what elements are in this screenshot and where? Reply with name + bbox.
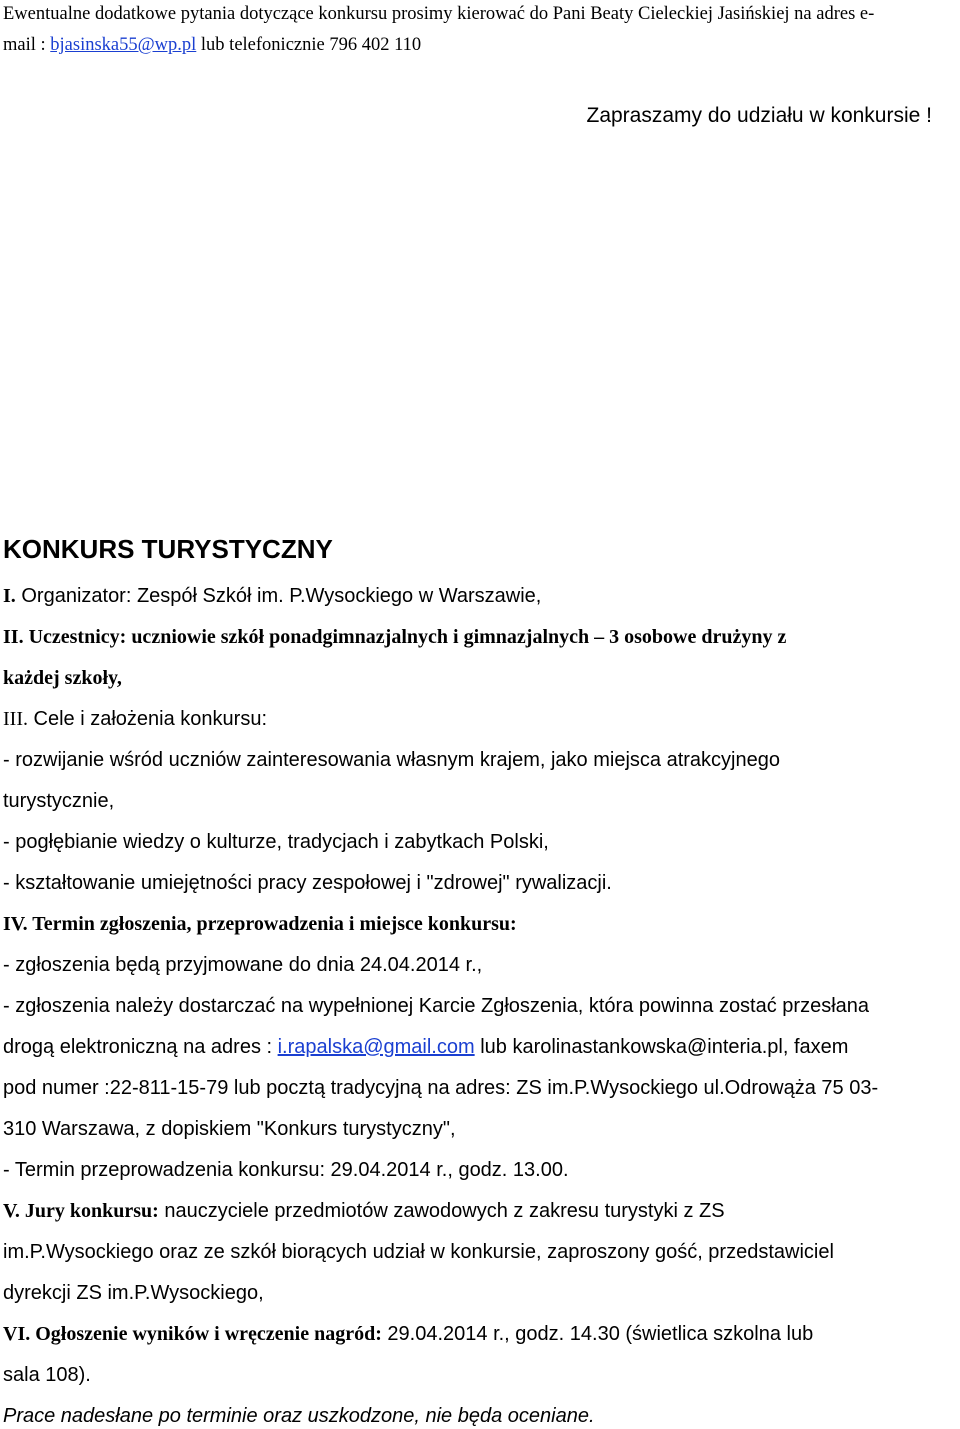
results-text-cont: sala 108). (3, 1364, 91, 1386)
participants-text-cont: każdej szkoły, (3, 667, 122, 689)
closing-note: Prace nadesłane po terminie oraz uszkodzone, nie będa oceniane. (3, 1405, 595, 1427)
organizer-text: Organizator: Zespół Szkół im. P.Wysockiego w Warszawie, (15, 585, 542, 607)
goal-item: - kształtowanie umiejętności pracy zespołowej i "zdrowej" rywalizacji. (3, 872, 612, 894)
section-number: III. (3, 708, 28, 730)
intro-phone: lub telefonicznie 796 402 110 (196, 35, 422, 55)
section-organizer (3, 584, 541, 608)
invitation-text: Zapraszamy do udziału w konkursie ! (586, 104, 932, 127)
jury-text-cont: dyrekcji ZS im.P.Wysockiego, (3, 1282, 264, 1304)
terms-deadline: - zgłoszenia będą przyjmowane do dnia 24.04.2014 r., (3, 954, 483, 976)
email-link-rapalska[interactable]: i.rapalska@gmail.com (277, 1036, 475, 1058)
terms-delivery-text: drogą elektroniczną na adres : (3, 1036, 278, 1058)
section-terms (3, 912, 517, 936)
intro-line-1 (3, 2, 874, 26)
intro-mail-label: mail : (3, 35, 51, 55)
terms-delivery-line: - zgłoszenia należy dostarczać na wypełnionej Karcie Zgłoszenia, która powinna zostać przesłana (3, 995, 870, 1017)
section-number: VI. (3, 1323, 31, 1345)
terms-delivery-line: pod numer :22-811-15-79 lub pocztą tradycyjną na adres: ZS im.P.Wysockiego ul.Odrowąża 75 03- (3, 1077, 879, 1099)
jury-heading: Jury konkursu: (19, 1200, 159, 1222)
terms-delivery-line: 310 Warszawa, z dopiskiem "Konkurs turystyczny", (3, 1118, 456, 1140)
section-number: IV. (3, 913, 28, 935)
jury-text: nauczyciele przedmiotów zawodowych z zakresu turystyki z ZS (158, 1200, 725, 1222)
section-participants (3, 625, 786, 649)
section-jury (3, 1199, 725, 1223)
section-results (3, 1322, 813, 1346)
section-number: V. (3, 1200, 20, 1222)
section-goals (3, 707, 267, 731)
goal-item: - rozwijanie wśród uczniów zainteresowania własnym krajem, jako miejsca atrakcyjnego (3, 749, 780, 771)
goals-heading: Cele i założenia konkursu: (27, 708, 267, 730)
intro-line-2 (3, 33, 421, 57)
results-text: 29.04.2014 r., godz. 14.30 (świetlica szkolna lub (381, 1323, 814, 1345)
terms-heading: Termin zgłoszenia, przeprowadzenia i miejsce konkursu: (27, 913, 517, 935)
jury-text-cont: im.P.Wysockiego oraz ze szkół biorących udział w konkursie, zaproszony gość, przedstawiciel (3, 1241, 834, 1263)
results-heading: Ogłoszenie wyników i wręczenie nagród: (30, 1323, 382, 1345)
section-participants-cont (3, 666, 122, 690)
participants-text: Uczestnicy: uczniowie szkół ponadgimnazjalnych i gimnazjalnych – 3 osobowe drużyny z (23, 626, 787, 648)
section-number: I. (3, 585, 16, 607)
goal-item: turystycznie, (3, 790, 115, 812)
terms-delivery-text: lub karolinastankowska@interia.pl, faxem (474, 1036, 849, 1058)
terms-date: - Termin przeprowadzenia konkursu: 29.04.2014 r., godz. 13.00. (3, 1159, 569, 1181)
intro-text: Ewentualne dodatkowe pytania dotyczące konkursu prosimy kierować do Pani Beaty Cieleckiej Jasińskiej na adres e- (3, 4, 875, 24)
terms-delivery-line (3, 1035, 848, 1059)
goal-item: - pogłębianie wiedzy o kulturze, tradycjach i zabytkach Polski, (3, 831, 549, 853)
page-title: KONKURS TURYSTYCZNY (3, 534, 333, 564)
email-link-bjasinska[interactable]: bjasinska55@wp.pl (50, 35, 197, 55)
section-number: II. (3, 626, 24, 648)
